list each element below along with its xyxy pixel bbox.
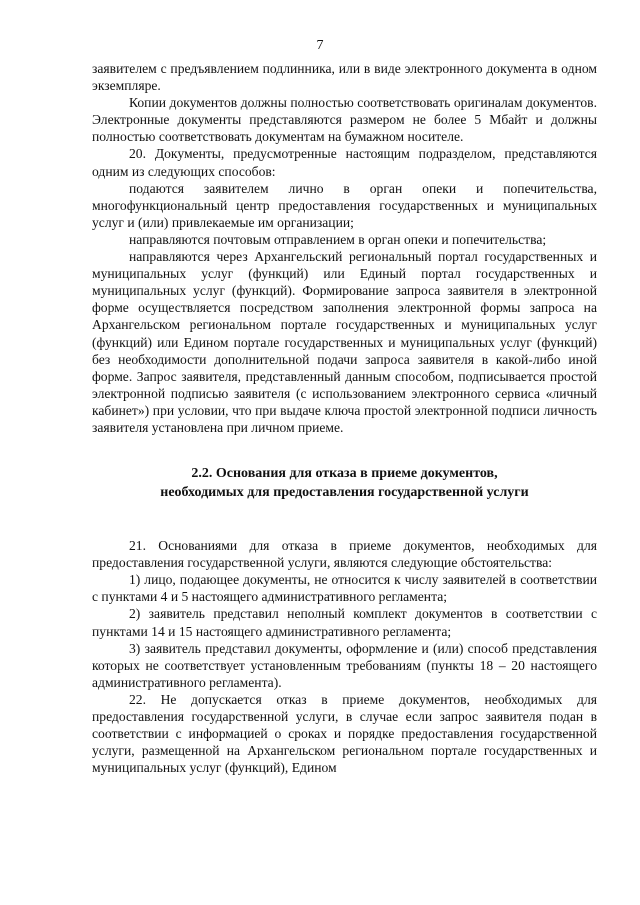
paragraph: заявителем с предъявлением подлинника, или в виде электронного документа в одном экземпляре.: [92, 61, 597, 94]
section-heading-line-2: необходимых для предоставления государственной услуги: [160, 485, 529, 501]
paragraph: 1) лицо, подающее документы, не относится к числу заявителей в соответствии с пунктами 4 и 5 настоящего административного регламента;: [92, 572, 597, 605]
paragraph: 20. Документы, предусмотренные настоящим подразделом, представляются одним из следующих способов:: [92, 146, 597, 179]
text-block-bottom: [92, 537, 597, 776]
section-heading: [92, 464, 597, 502]
paragraph: 3) заявитель представил документы, оформление и (или) способ представления которых не соответствует установленным требованиям (пункты 18 – 20 настоящего административного регламента).: [92, 640, 597, 690]
paragraph: 2) заявитель представил неполный комплект документов в соответствии с пунктами 14 и 15 настоящего административного регламента;: [92, 606, 597, 639]
paragraph: 21. Основаниями для отказа в приеме документов, необходимых для предоставления государственной услуги, являются следующие обстоятельства:: [92, 538, 597, 571]
paragraph: Копии документов должны полностью соответствовать оригиналам документов. Электронные документы представляются размером не более 5 Мбайт и должны полностью соответствовать документам на бумажном носителе.: [92, 95, 597, 145]
section-heading-line-1: 2.2. Основания для отказа в приеме документов,: [191, 466, 498, 482]
document-body: [92, 60, 597, 776]
paragraph: подаются заявителем лично в орган опеки и попечительства, многофункциональный центр предоставления государственных и муниципальных услуг и (или) привлекаемые им организации;: [92, 180, 597, 230]
paragraph: 22. Не допускается отказ в приеме документов, необходимых для предоставления государственной услуги, в случае если запрос заявителя подан в соответствии с информацией о сроках и порядке предоставления государственной услуги, размещенной на Архангельском региональном портале государственных и муниципальных услуг (функций), Едином: [92, 691, 597, 776]
paragraph: направляются через Архангельский региональный портал государственных и муниципальных услуг (функций) или Единый портал государственных и муниципальных услуг (функций). Формирование запроса заявителя в электронной форме осуществляется посредством заполнения электронной формы запроса на Архангельском региональном портале государственных и муниципальных услуг (функций) или Едином портале государственных и муниципальных услуг (функций) без необходимости дополнительной подачи запроса заявителя в какой-либо иной форме. Запрос заявителя, представленный данным способом, подписывается простой электронной подписью заявителя (с использованием электронного сервиса «личный кабинет») при условии, что при выдаче ключа простой электронной подписи личность заявителя установлена при личном приеме.: [92, 249, 597, 435]
text-block-top: [92, 60, 597, 436]
paragraph: направляются почтовым отправлением в орган опеки и попечительства;: [129, 231, 547, 247]
page-number: 7: [316, 38, 324, 53]
